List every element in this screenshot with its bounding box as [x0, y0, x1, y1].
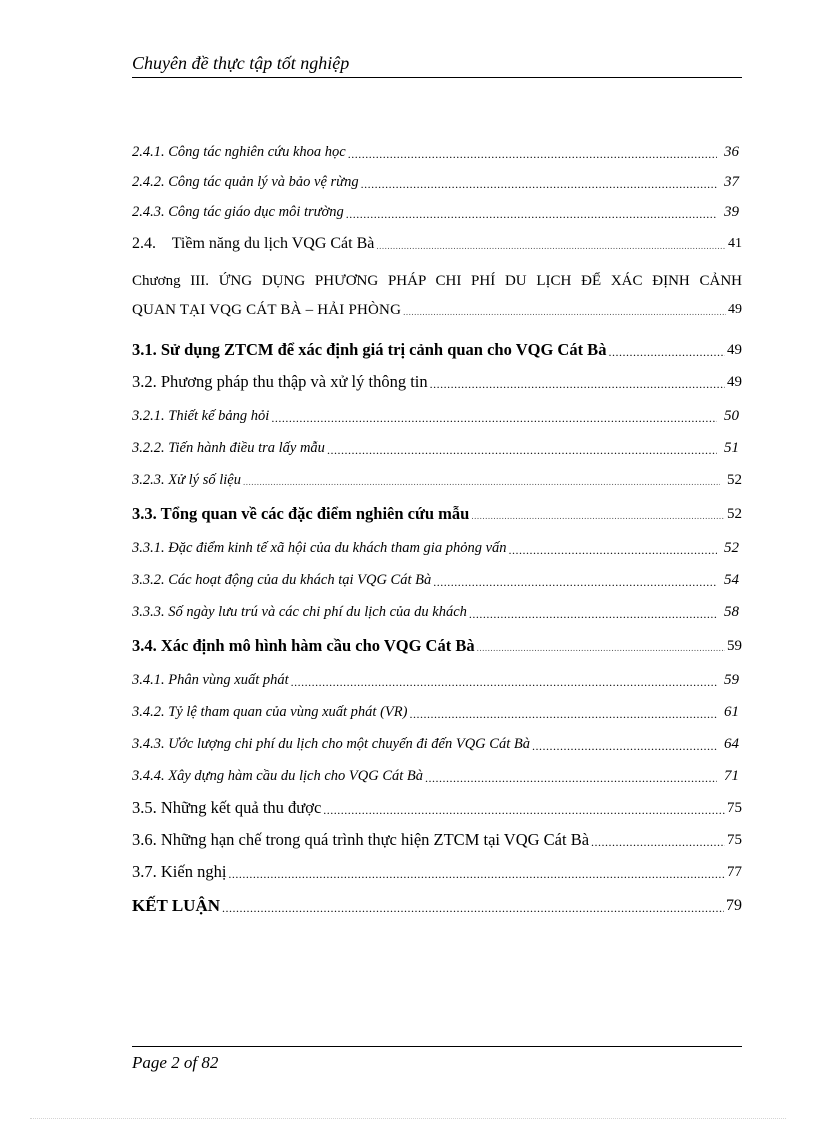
- toc-entry-page: 75: [727, 800, 742, 816]
- chapter-3-heading-line-1[interactable]: Chương III. ỨNG DỤNG PHƯƠNG PHÁP CHI PHÍ DU LỊCH ĐỂ XÁC ĐỊNH CẢNH: [132, 273, 742, 289]
- toc-entry-label: KẾT LUẬN: [132, 896, 221, 915]
- toc-entry-page: 36: [724, 144, 739, 160]
- toc-entry-2-4-1[interactable]: [132, 137, 742, 161]
- dot-leader: [430, 377, 725, 391]
- toc-entry-label: 3.3.1. Đặc điểm kinh tế xã hội của du khách tham gia phỏng vấn: [132, 540, 507, 556]
- dot-leader: [477, 641, 725, 655]
- dot-leader: [433, 575, 717, 589]
- toc-entry-label: 3.4.3. Ước lượng chi phí du lịch cho một chuyến đi đến VQG Cát Bà: [132, 736, 530, 752]
- page-bottom-divider: [30, 1118, 786, 1119]
- toc-entry-ket-luan[interactable]: [132, 891, 742, 915]
- toc-entry-3-3-3[interactable]: [132, 597, 742, 621]
- toc-entry-label: 3.4.2. Tỷ lệ tham quan của vùng xuất phát (VR): [132, 704, 408, 720]
- toc-entry-page: 41: [728, 236, 742, 251]
- dot-leader: [291, 675, 717, 689]
- running-header: Chuyên đề thực tập tốt nghiệp: [132, 52, 742, 78]
- dot-leader: [409, 707, 717, 721]
- toc-entry-label: 3.3.3. Số ngày lưu trú và các chi phí du lịch của du khách: [132, 604, 467, 620]
- toc-entry-page: 52: [727, 506, 742, 522]
- toc-entry-3-1[interactable]: [132, 335, 742, 359]
- dot-leader: [376, 239, 726, 253]
- toc-entry-3-4-3[interactable]: [132, 729, 742, 753]
- toc-entry-label: 2.4. Tiềm năng du lịch VQG Cát Bà: [132, 235, 375, 252]
- dot-leader: [469, 607, 717, 621]
- toc-entry-3-4-1[interactable]: [132, 665, 742, 689]
- toc-entry-page: 59: [727, 638, 742, 654]
- toc-entry-label: 3.2.3. Xử lý số liệu: [132, 472, 241, 488]
- toc-entry-3-3-2[interactable]: [132, 565, 742, 589]
- toc-entry-label: 3.2.1. Thiết kế bảng hỏi: [132, 408, 270, 424]
- toc-entry-page: 39: [724, 204, 739, 220]
- toc-entry-label: 3.4. Xác định mô hình hàm cầu cho VQG Cát Bà: [132, 636, 475, 655]
- dot-leader: [271, 411, 717, 425]
- toc-entry-label: 2.4.1. Công tác nghiên cứu khoa học: [132, 144, 346, 160]
- toc-entry-page: 59: [724, 672, 739, 688]
- dot-leader: [532, 739, 717, 753]
- dot-leader: [608, 345, 725, 359]
- toc-entry-2-4-3[interactable]: [132, 197, 742, 221]
- toc-entry-label: 3.7. Kiến nghị: [132, 862, 227, 881]
- toc-entry-2-4-2[interactable]: [132, 167, 742, 191]
- dot-leader: [361, 177, 717, 191]
- toc-entry-3-7[interactable]: [132, 857, 742, 881]
- toc-entry-page: 51: [724, 440, 739, 456]
- dot-leader: [425, 771, 717, 785]
- toc-entry-page: 54: [724, 572, 739, 588]
- dot-leader: [243, 475, 720, 489]
- toc-entry-label: 3.1. Sử dụng ZTCM để xác định giá trị cảnh quan cho VQG Cát Bà: [132, 340, 607, 359]
- page-footer: [132, 1046, 742, 1074]
- toc-entry-3-4-2[interactable]: [132, 697, 742, 721]
- toc-entry-page: 52: [724, 540, 739, 556]
- toc-entry-3-5[interactable]: [132, 793, 742, 817]
- dot-leader: [228, 867, 725, 881]
- dot-leader: [222, 901, 724, 915]
- toc-entry-label: 3.3.2. Các hoạt động của du khách tại VQG Cát Bà: [132, 572, 432, 588]
- toc-entry-label: 2.4.3. Công tác giáo dục môi trường: [132, 204, 344, 220]
- toc-entry-label: 3.2. Phương pháp thu thập và xử lý thông tin: [132, 372, 428, 391]
- toc-entry-label: 2.4.2. Công tác quản lý và bảo vệ rừng: [132, 174, 359, 190]
- toc-entry-3-6[interactable]: [132, 825, 742, 849]
- toc-entry-page: 50: [724, 408, 739, 424]
- toc-entry-page: 49: [728, 302, 742, 317]
- dot-leader: [509, 543, 717, 557]
- toc-entry-3-3-1[interactable]: [132, 533, 742, 557]
- toc-entry-page: 49: [727, 342, 742, 358]
- toc-entry-page: 77: [727, 864, 742, 880]
- toc-entry-3-2-2[interactable]: [132, 433, 742, 457]
- toc-entry-chapter-3[interactable]: [132, 299, 742, 319]
- toc-entry-3-2-1[interactable]: [132, 401, 742, 425]
- toc-entry-label: 3.4.1. Phân vùng xuất phát: [132, 672, 289, 688]
- toc-entry-page: 61: [724, 704, 739, 720]
- toc-entry-label: 3.3. Tổng quan về các đặc điểm nghiên cứu mẫu: [132, 504, 470, 523]
- toc-entry-page: 37: [724, 174, 739, 190]
- toc-entry-page: 79: [726, 897, 742, 914]
- dot-leader: [348, 147, 717, 161]
- toc-entry-3-2[interactable]: [132, 367, 742, 391]
- toc-entry-2-4[interactable]: [132, 229, 742, 253]
- dot-leader: [346, 207, 717, 221]
- toc-entry-page: 49: [727, 374, 742, 390]
- toc-entry-page: 64: [724, 736, 739, 752]
- toc-entry-label: 3.5. Những kết quả thu được: [132, 798, 322, 817]
- toc-entry-label: 3.6. Những hạn chế trong quá trình thực hiện ZTCM tại VQG Cát Bà: [132, 830, 590, 849]
- dot-leader: [327, 443, 717, 457]
- dot-leader: [591, 835, 725, 849]
- toc-entry-page: 75: [727, 832, 742, 848]
- toc-entry-label: 3.4.4. Xây dựng hàm cầu du lịch cho VQG Cát Bà: [132, 768, 424, 784]
- chapter-3-heading-line-2: QUAN TẠI VQG CÁT BÀ – HẢI PHÒNG: [132, 302, 402, 318]
- toc-entry-page: 58: [724, 604, 739, 620]
- toc-entry-3-4[interactable]: [132, 631, 742, 655]
- dot-leader: [323, 803, 725, 817]
- dot-leader: [471, 509, 725, 523]
- dot-leader: [403, 305, 726, 319]
- toc-entry-3-2-3[interactable]: [132, 465, 742, 489]
- toc-entry-3-3[interactable]: [132, 499, 742, 523]
- page-number-label: Page 2 of 82: [132, 1053, 219, 1072]
- toc-entry-3-4-4[interactable]: [132, 761, 742, 785]
- toc-entry-page: 52: [727, 472, 742, 488]
- toc-entry-page: 71: [724, 768, 739, 784]
- toc-entry-label: 3.2.2. Tiến hành điều tra lấy mẫu: [132, 440, 325, 456]
